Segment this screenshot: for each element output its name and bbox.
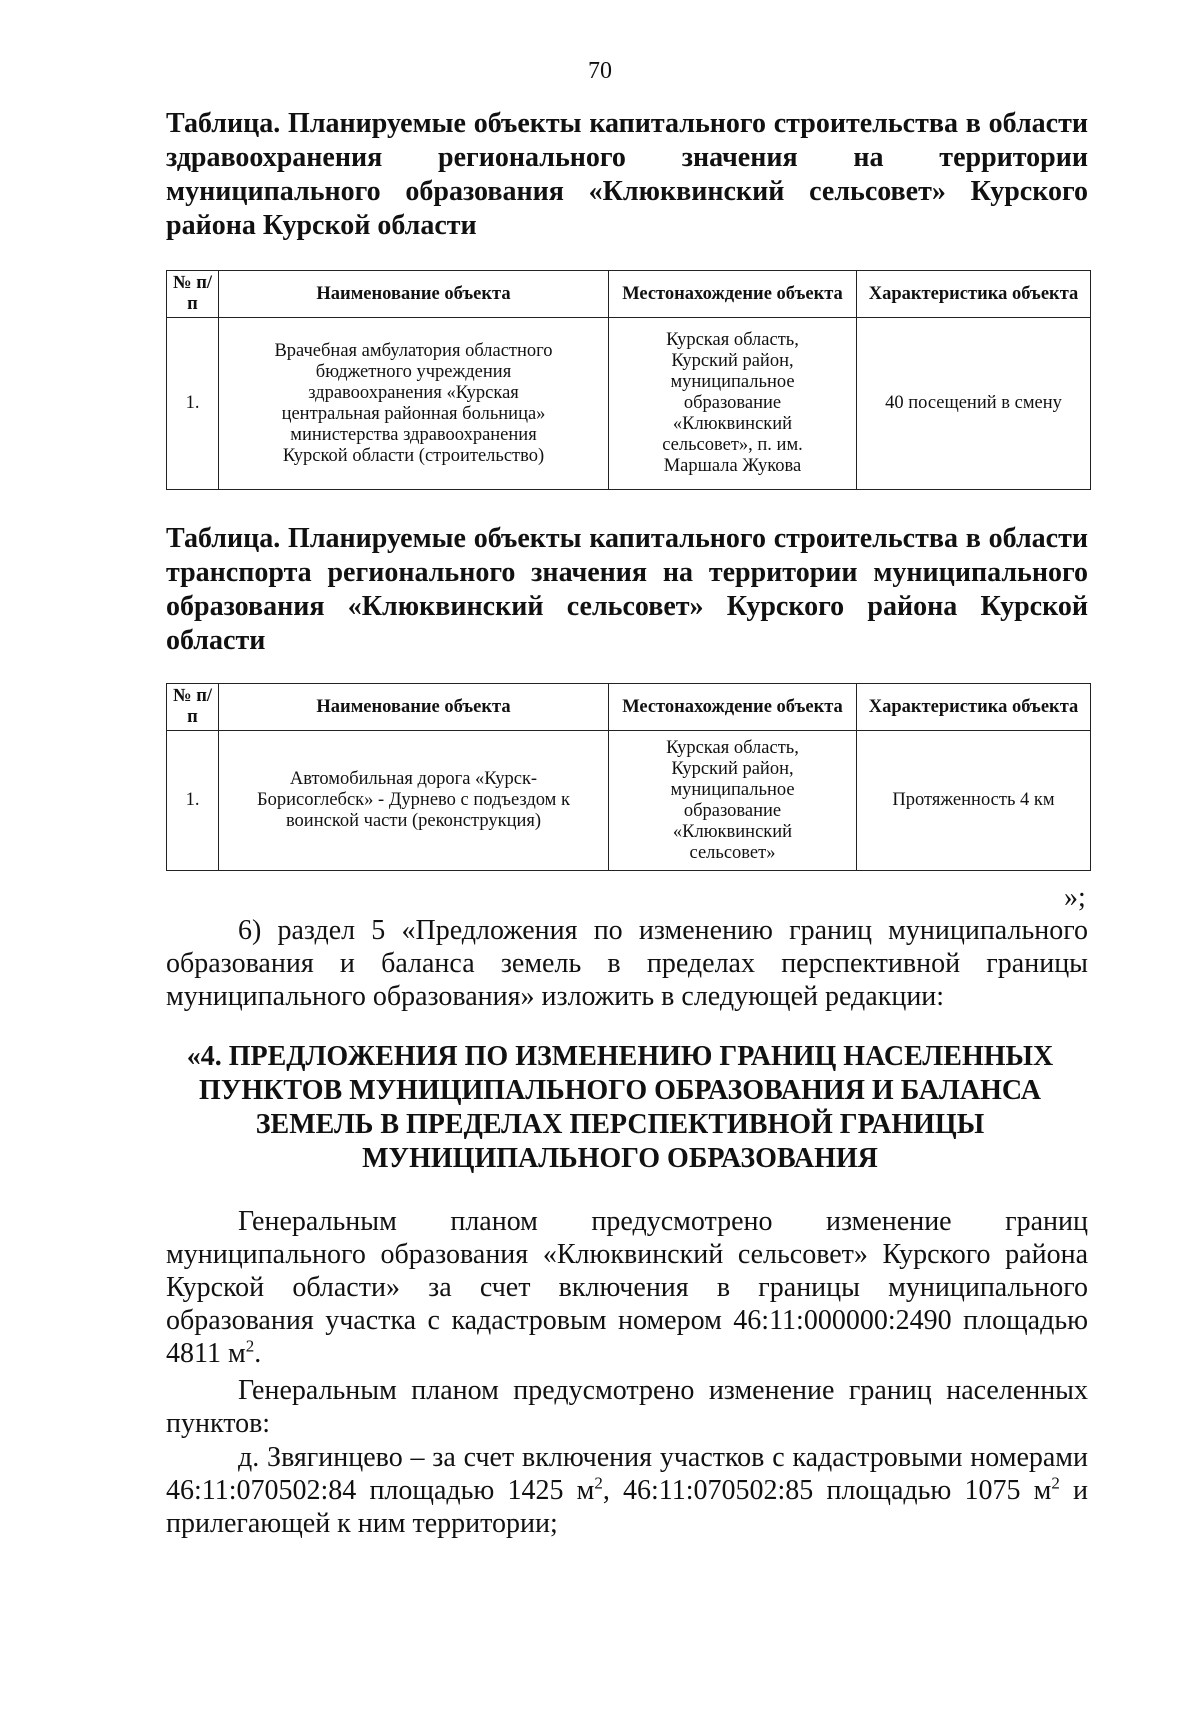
- table2-cell-location: Курская область, Курский район, муниципальное образование «Клюквинский сельсовет»: [609, 731, 857, 871]
- table1-header-row: [167, 271, 1091, 318]
- boundary-change-paragraph: [166, 1205, 1088, 1370]
- area-unit-superscript: 2: [1051, 1473, 1060, 1493]
- table2-cell-name: Автомобильная дорога «Курск-Борисоглебск» - Дурнево с подъездом к воинской части (реконструкция): [219, 731, 609, 871]
- table2-header-location: Местонахождение объекта: [609, 684, 857, 731]
- table2-cell-characteristic: Протяженность 4 км: [857, 731, 1091, 871]
- zvyagintsevo-text-part1: д. Звягинцево – за счет включения участков с кадастровыми номерами 46:11:070502:84 площадью 1425 м: [166, 1442, 1088, 1506]
- table2-cell-num: 1.: [167, 731, 219, 871]
- page-number: 70: [588, 58, 612, 84]
- healthcare-objects-table: [166, 270, 1091, 490]
- area-unit-superscript: 2: [245, 1336, 255, 1356]
- closing-quote-mark: »;: [1064, 882, 1086, 913]
- table1-cell-name: Врачебная амбулатория областного бюджетного учреждения здравоохранения «Курская центральная районная больница» министерства здравоохранения Курской области (строительство): [219, 318, 609, 490]
- transport-objects-table: [166, 683, 1091, 871]
- table1-title: Таблица. Планируемые объекты капитального строительства в области здравоохранения регионального значения на территории муниципального образования «Клюквинский сельсовет» Курского района Курской области: [166, 108, 1088, 241]
- table1-cell-characteristic: 40 посещений в смену: [857, 318, 1091, 490]
- section-heading: «4. ПРЕДЛОЖЕНИЯ ПО ИЗМЕНЕНИЮ ГРАНИЦ НАСЕЛЕННЫХ ПУНКТОВ МУНИЦИПАЛЬНОГО ОБРАЗОВАНИЯ И БАЛАНСА ЗЕМЕЛЬ В ПРЕДЕЛАХ ПЕРСПЕКТИВНОЙ ГРАНИЦЫ МУНИЦИПАЛЬНОГО ОБРАЗОВАНИЯ: [186, 1041, 1054, 1174]
- boundary-change-text: Генеральным планом предусмотрено изменение границ муниципального образования «Клюквинский сельсовет» Курского района Курской области» за счет включения в границы муниципального образования участка с кадастровым номером 46:11:000000:2490 площадью 4811 м: [166, 1206, 1088, 1369]
- paragraph-ending: .: [254, 1338, 262, 1369]
- table-row: [167, 318, 1091, 490]
- table1-cell-num: 1.: [167, 318, 219, 490]
- amendment-paragraph: 6) раздел 5 «Предложения по изменению границ муниципального образования и баланса земель в пределах перспективной границы муниципального образования» изложить в следующей редакции:: [166, 915, 1088, 1012]
- zvyagintsevo-text-part2: , 46:11:070502:85 площадью 1075 м: [602, 1475, 1052, 1506]
- table1-header-num: № п/п: [167, 271, 219, 318]
- table1-cell-location: Курская область, Курский район, муниципальное образование «Клюквинский сельсовет», п. им. Маршала Жукова: [609, 318, 857, 490]
- table2-header-characteristic: Характеристика объекта: [857, 684, 1091, 731]
- table1-header-characteristic: Характеристика объекта: [857, 271, 1091, 318]
- table2-title: Таблица. Планируемые объекты капитального строительства в области транспорта регионального значения на территории муниципального образования «Клюквинский сельсовет» Курского района Курской области: [166, 523, 1088, 656]
- zvyagintsevo-paragraph: [166, 1441, 1088, 1540]
- table2-header-row: [167, 684, 1091, 731]
- table2-header-name: Наименование объекта: [219, 684, 609, 731]
- settlements-intro-paragraph: Генеральным планом предусмотрено изменение границ населенных пунктов:: [166, 1375, 1088, 1439]
- zvyagintsevo-text-part3: и прилегающей к ним территории;: [166, 1475, 1088, 1539]
- table1-header-location: Местонахождение объекта: [609, 271, 857, 318]
- table2-header-num: № п/п: [167, 684, 219, 731]
- area-unit-superscript: 2: [594, 1473, 603, 1493]
- table-row: [167, 731, 1091, 871]
- table1-header-name: Наименование объекта: [219, 271, 609, 318]
